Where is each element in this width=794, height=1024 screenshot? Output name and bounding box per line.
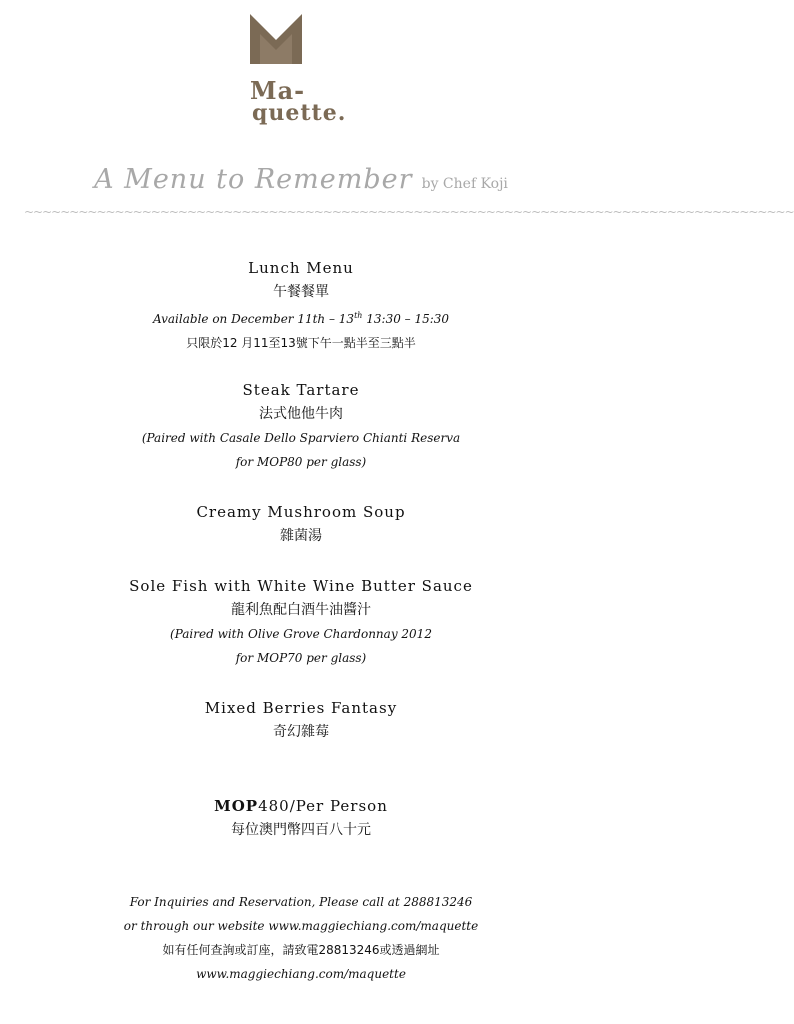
course-name-zh: 雜菌湯 xyxy=(280,528,322,544)
course-name-zh: 奇幻雜莓 xyxy=(273,724,329,740)
maquette-emblem-icon xyxy=(250,14,302,64)
course-pairing: (Paired with Olive Grove Chardonnay 2012 xyxy=(170,627,432,641)
lunch-section xyxy=(0,256,602,355)
price-en: MOP480/Per Person xyxy=(214,797,388,815)
course-pairing: (Paired with Casale Dello Sparviero Chianti Reserva xyxy=(141,431,461,445)
chef-credit: by Chef Koji xyxy=(421,176,508,192)
course-name-zh: 法式他他牛肉 xyxy=(259,406,343,422)
course-item xyxy=(0,574,602,670)
course-name-en: Steak Tartare xyxy=(242,381,360,399)
course-item xyxy=(0,378,602,474)
course-item xyxy=(0,500,602,548)
logo-text-line2: quette. xyxy=(252,100,347,126)
course-item xyxy=(0,696,602,744)
course-pairing-price: for MOP80 per glass) xyxy=(235,455,367,469)
lunch-heading-zh: 午餐餐單 xyxy=(273,284,329,300)
maquette-logo xyxy=(248,14,358,124)
contact-website-link[interactable]: www.maggiechiang.com/maquette xyxy=(196,967,406,981)
course-pairing-price: for MOP70 per glass) xyxy=(235,651,367,665)
price-zh: 每位澳門幣四百八十元 xyxy=(231,822,371,838)
contact-zh: 如有任何查詢或訂座，請致電28813246或透過網址 xyxy=(162,943,440,957)
course-name-en: Mixed Berries Fantasy xyxy=(204,699,398,717)
logo-text-line1: Ma- xyxy=(250,76,306,105)
course-name-en: Creamy Mushroom Soup xyxy=(196,503,406,521)
decorative-wave-divider: ~~~~~~~~~~~~~~~~~~~~~~~~~~~~~~~~~~~~~~~~~~~~~~~~~~~~~~~~~~~~~~~~~~~~~~~~~~~~~~~~~~~~~ xyxy=(24,205,794,219)
availability-zh: 只限於12 月11至13號下午一點半至三點半 xyxy=(186,336,416,350)
contact-section xyxy=(0,890,602,986)
price-section xyxy=(0,794,602,842)
availability-en: Available on December 11th – 13th 13:30 – 15:30 xyxy=(152,311,450,326)
course-name-zh: 龍利魚配白酒牛油醬汁 xyxy=(231,602,371,618)
contact-website-en[interactable]: or through our website www.maggiechiang.com/maquette xyxy=(123,919,479,933)
course-name-en: Sole Fish with White Wine Butter Sauce xyxy=(129,577,473,595)
menu-title xyxy=(0,164,602,195)
contact-phone-en: For Inquiries and Reservation, Please call at 288813246 xyxy=(129,895,473,909)
lunch-heading-en: Lunch Menu xyxy=(248,259,354,277)
menu-title-script: A Menu to Remember xyxy=(94,164,413,195)
